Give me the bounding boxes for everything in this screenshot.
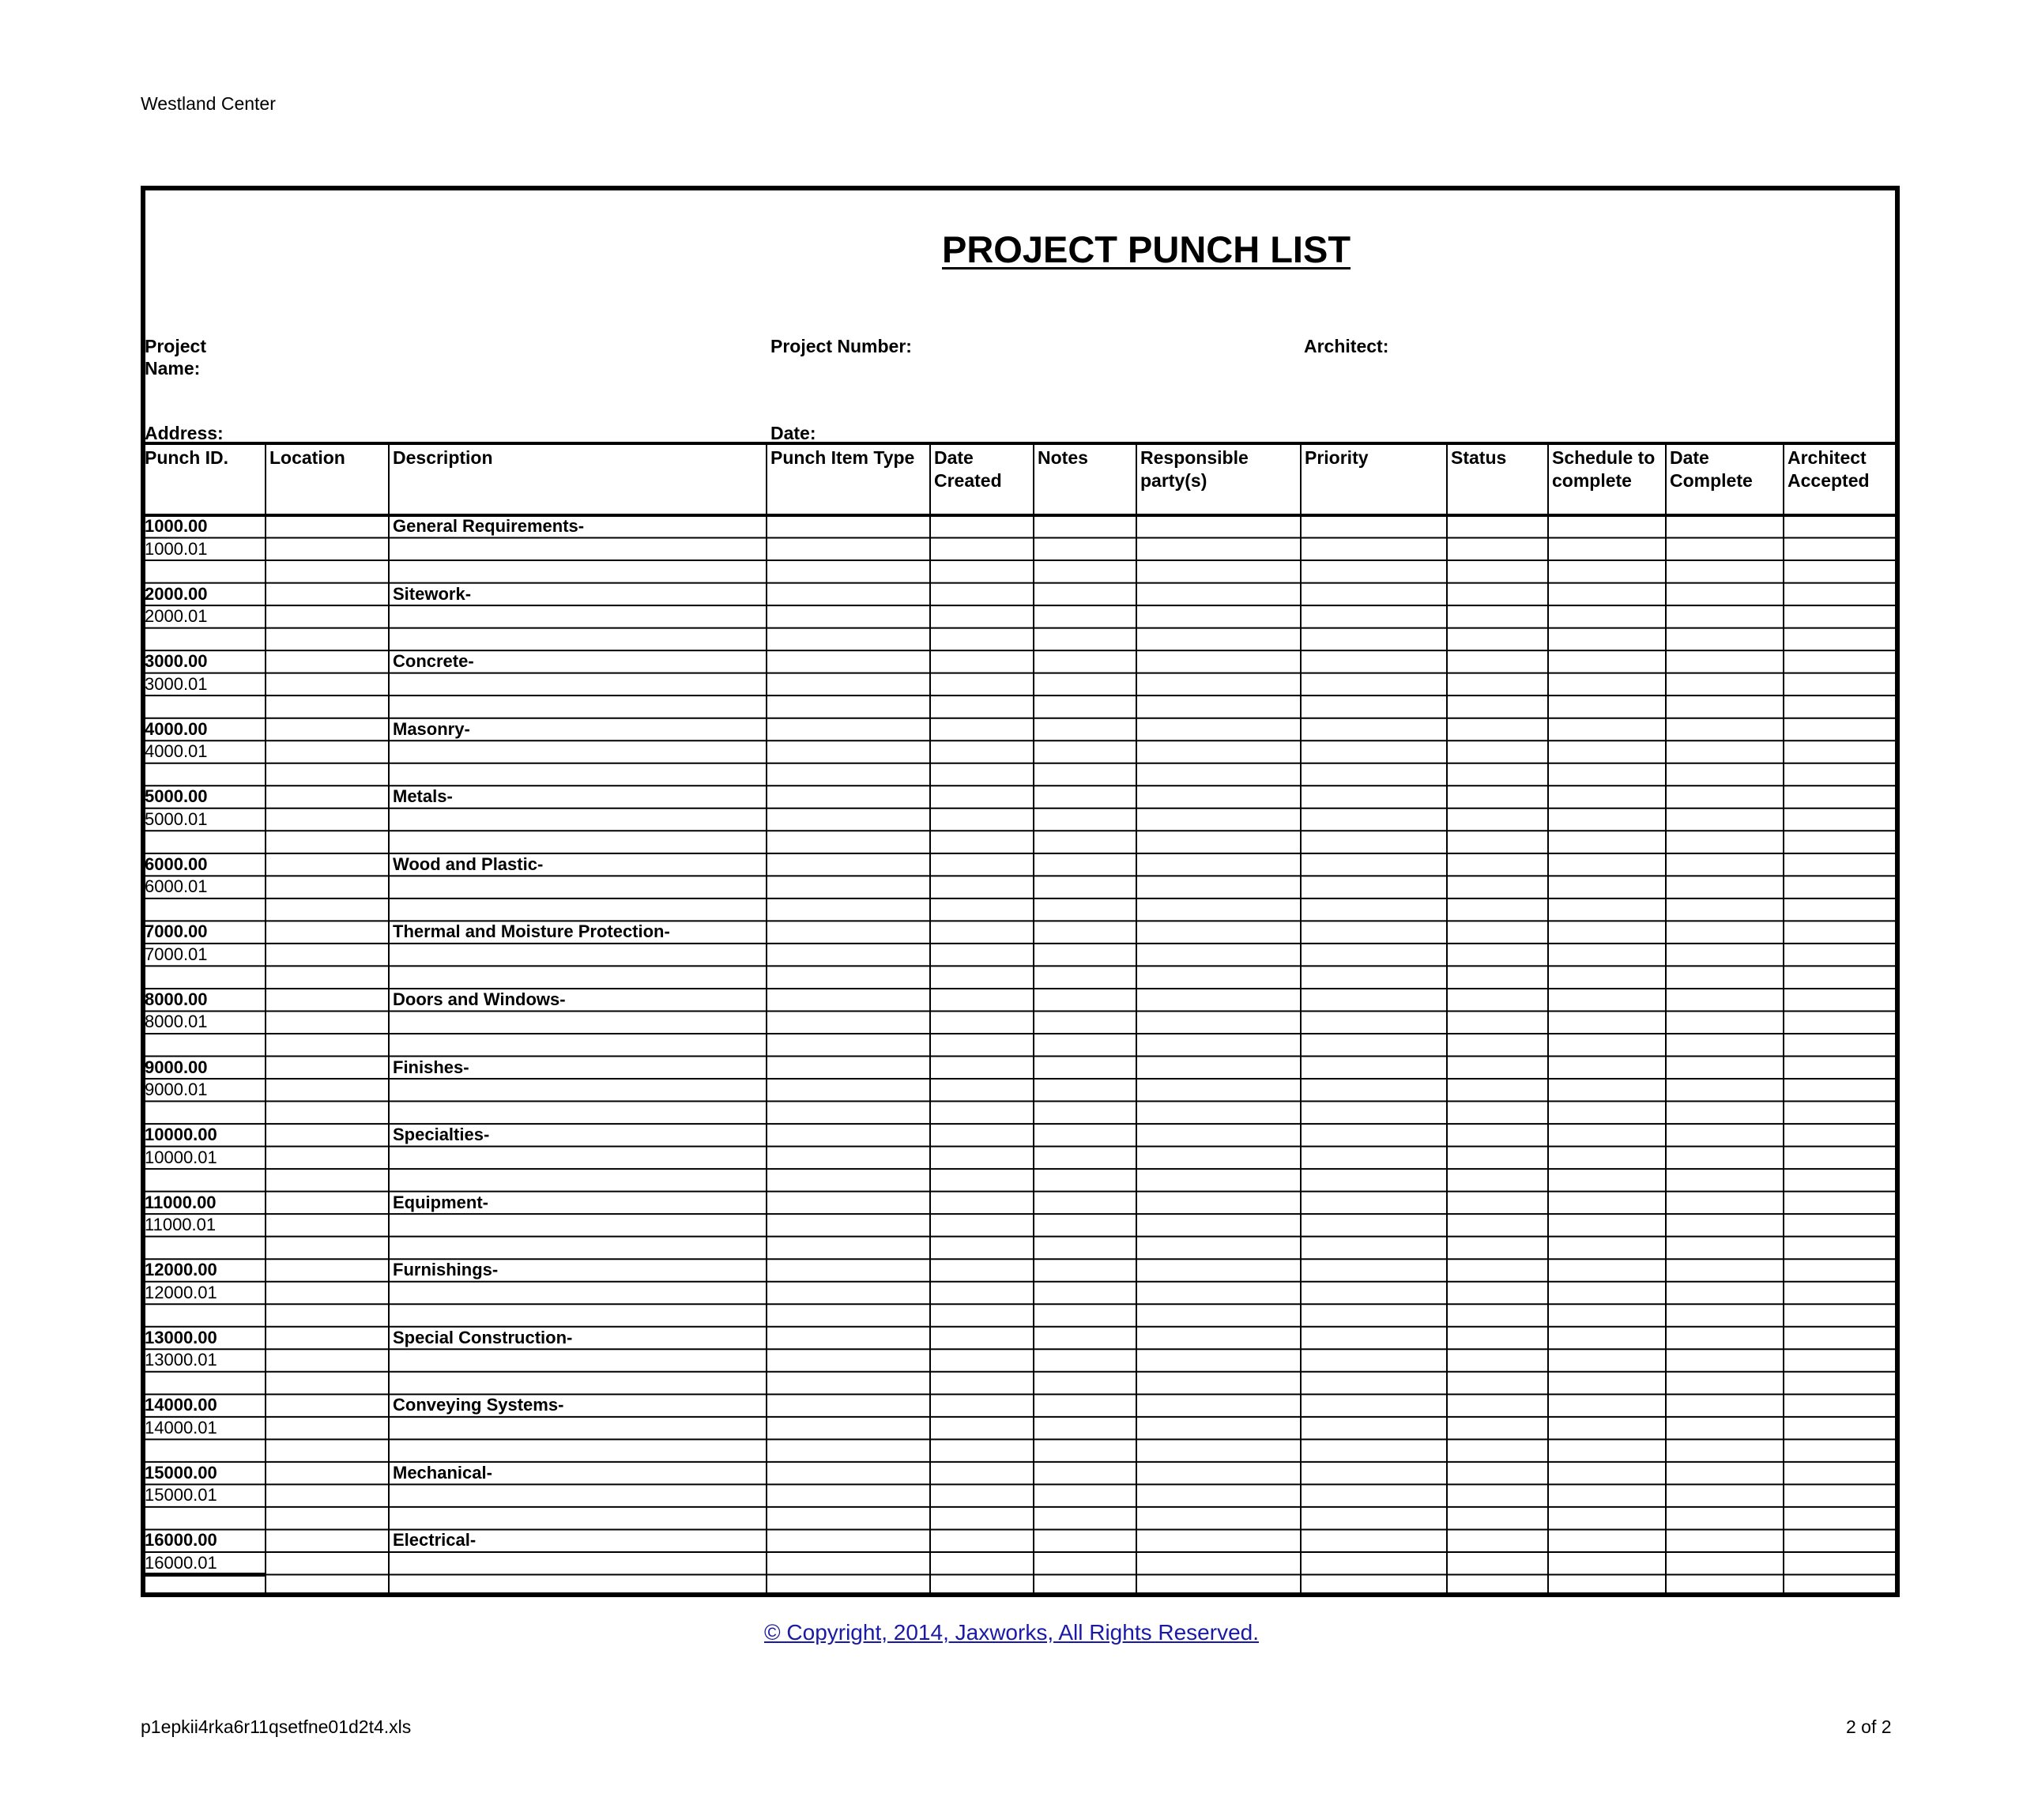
column-header: Date Complete bbox=[1670, 447, 1753, 491]
column-header: Location bbox=[269, 447, 345, 468]
punch-sub-id-cell: 2000.01 bbox=[145, 606, 208, 627]
punch-id-cell: 4000.00 bbox=[145, 718, 208, 739]
section-description-cell: General Requirements- bbox=[393, 516, 585, 536]
punch-id-cell: 8000.00 bbox=[145, 989, 208, 1009]
punch-sub-id-cell: 3000.01 bbox=[145, 673, 208, 694]
punch-sub-id-cell: 7000.01 bbox=[145, 944, 208, 964]
punch-id-cell: 12000.00 bbox=[145, 1260, 217, 1280]
punch-id-cell: 7000.00 bbox=[145, 921, 208, 942]
punch-sub-id-cell: 16000.01 bbox=[145, 1552, 217, 1573]
section-description-cell: Conveying Systems- bbox=[393, 1395, 564, 1415]
punch-id-cell: 11000.00 bbox=[145, 1192, 217, 1212]
section-description-cell: Metals- bbox=[393, 786, 453, 807]
punch-id-cell: 10000.00 bbox=[145, 1125, 217, 1145]
address-label: Address: bbox=[145, 423, 224, 443]
punch-sub-id-cell: 11000.01 bbox=[145, 1215, 217, 1235]
copyright-link[interactable]: © Copyright, 2014, Jaxworks, All Rights Reserved. bbox=[763, 1620, 1259, 1645]
section-description-cell: Doors and Windows- bbox=[393, 989, 566, 1009]
column-header: Notes bbox=[1038, 447, 1088, 468]
punch-sub-id-cell: 10000.01 bbox=[145, 1147, 217, 1167]
section-description-cell: Wood and Plastic- bbox=[393, 853, 544, 874]
punch-sub-id-cell: 9000.01 bbox=[145, 1080, 208, 1100]
punch-id-cell: 16000.00 bbox=[145, 1530, 217, 1551]
section-description-cell: Mechanical- bbox=[393, 1462, 492, 1483]
project-number-label: Project Number: bbox=[770, 336, 912, 356]
column-header: Punch Item Type bbox=[770, 447, 915, 468]
column-header: Punch ID. bbox=[145, 447, 229, 468]
page-title: PROJECT PUNCH LIST bbox=[942, 228, 1351, 270]
column-header: Description bbox=[393, 447, 493, 468]
section-description-cell: Furnishings- bbox=[393, 1260, 499, 1280]
section-description-cell: Electrical- bbox=[393, 1530, 477, 1551]
punch-id-cell: 6000.00 bbox=[145, 853, 208, 874]
project-name-label: Project Name: bbox=[145, 336, 206, 379]
table-grid-lines bbox=[141, 442, 1900, 1597]
punch-sub-id-cell: 15000.01 bbox=[145, 1485, 217, 1505]
punch-id-cell: 13000.00 bbox=[145, 1327, 217, 1347]
column-header: Responsible party(s) bbox=[1140, 447, 1249, 491]
section-description-cell: Equipment- bbox=[393, 1192, 488, 1212]
punch-id-cell: 9000.00 bbox=[145, 1057, 208, 1077]
punch-id-cell: 1000.00 bbox=[145, 516, 208, 536]
punch-sub-id-cell: 1000.01 bbox=[145, 538, 208, 559]
section-description-cell: Sitework- bbox=[393, 583, 472, 604]
punch-sub-id-cell: 6000.01 bbox=[145, 876, 208, 897]
punch-sub-id-cell: 8000.01 bbox=[145, 1012, 208, 1032]
punch-sub-id-cell: 12000.01 bbox=[145, 1282, 217, 1302]
punch-sub-id-cell: 4000.01 bbox=[145, 741, 208, 762]
section-description-cell: Finishes- bbox=[393, 1057, 469, 1077]
page-header: Westland Center bbox=[141, 93, 276, 114]
punch-id-cell: 14000.00 bbox=[145, 1395, 217, 1415]
column-header: Date Created bbox=[934, 447, 1002, 491]
punch-id-cell: 5000.00 bbox=[145, 786, 208, 807]
footer-filename: p1epkii4rka6r11qsetfne01d2t4.xls bbox=[141, 1716, 412, 1737]
punch-sub-id-cell: 5000.01 bbox=[145, 808, 208, 829]
section-description-cell: Specialties- bbox=[393, 1125, 490, 1145]
punch-list-table bbox=[141, 442, 1900, 1597]
punch-id-cell: 15000.00 bbox=[145, 1462, 217, 1483]
punch-sub-id-cell: 13000.01 bbox=[145, 1350, 217, 1370]
section-description-cell: Special Construction- bbox=[393, 1327, 573, 1347]
section-description-cell: Concrete- bbox=[393, 651, 474, 672]
column-header: Schedule to complete bbox=[1552, 447, 1656, 491]
punch-id-cell: 3000.00 bbox=[145, 651, 208, 672]
column-header: Status bbox=[1451, 447, 1507, 468]
column-header: Architect Accepted bbox=[1788, 447, 1870, 491]
date-label: Date: bbox=[770, 423, 816, 443]
punch-id-cell: 2000.00 bbox=[145, 583, 208, 604]
punch-sub-id-cell: 14000.01 bbox=[145, 1417, 217, 1438]
section-description-cell: Thermal and Moisture Protection- bbox=[393, 921, 670, 942]
column-header: Priority bbox=[1305, 447, 1369, 468]
architect-label: Architect: bbox=[1304, 336, 1389, 356]
section-description-cell: Masonry- bbox=[393, 718, 470, 739]
footer-page-number: 2 of 2 bbox=[1846, 1716, 1892, 1737]
